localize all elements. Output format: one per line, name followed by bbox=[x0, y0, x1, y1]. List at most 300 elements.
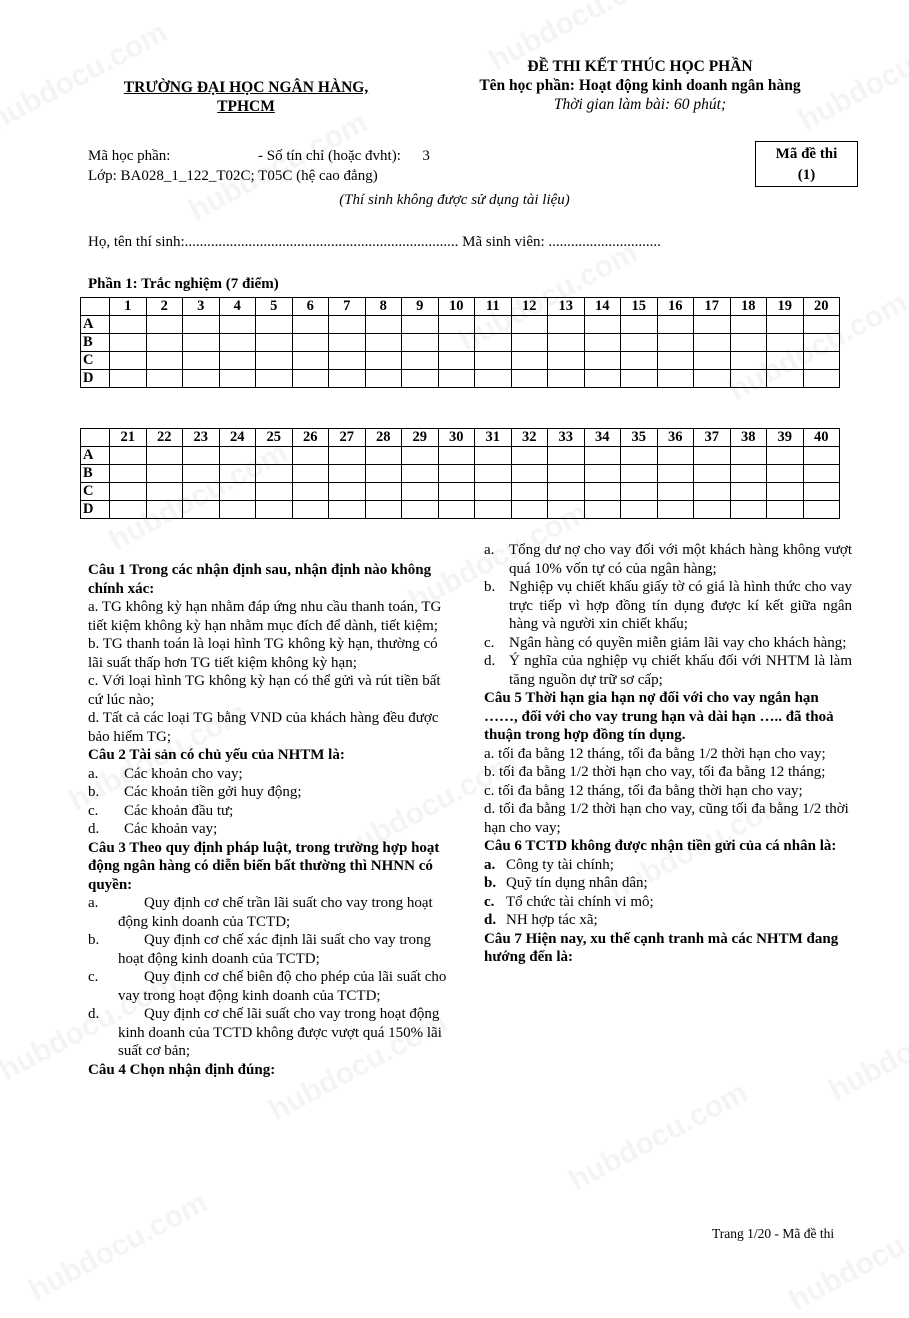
option-6c-text: Tổ chức tài chính vi mô; bbox=[506, 893, 654, 910]
answer-cell[interactable] bbox=[803, 316, 840, 334]
answer-cell[interactable] bbox=[584, 334, 621, 352]
option-2a-text: Các khoản cho vay; bbox=[124, 765, 243, 782]
answer-cell[interactable] bbox=[402, 465, 439, 483]
answer-cell[interactable] bbox=[183, 447, 220, 465]
grid-answer-row bbox=[81, 447, 840, 465]
answer-cell[interactable] bbox=[183, 334, 220, 352]
grid-option-label: C bbox=[81, 483, 110, 501]
answer-cell[interactable] bbox=[767, 334, 804, 352]
answer-cell[interactable] bbox=[511, 316, 548, 334]
answer-cell[interactable] bbox=[219, 501, 256, 519]
question-5: Câu 5 Thời hạn gia hạn nợ đối với cho vay ngắn hạn ……, đối với cho vay trung hạn và dài hạn ….. đã thoả thuận trong hợp đồng tín dụng. bbox=[484, 690, 834, 743]
watermark bbox=[0, 16, 173, 138]
grid-corner bbox=[81, 429, 110, 447]
answer-cell[interactable] bbox=[475, 352, 512, 370]
answer-cell[interactable] bbox=[584, 447, 621, 465]
question-3: Câu 3 Theo quy định pháp luật, trong trường hợp hoạt động ngân hàng có diễn biến bất thường thì NHNN có quyền: bbox=[88, 839, 440, 893]
answer-cell[interactable] bbox=[256, 483, 293, 501]
answer-cell[interactable] bbox=[219, 483, 256, 501]
answer-cell[interactable] bbox=[110, 483, 147, 501]
answer-cell[interactable] bbox=[329, 447, 366, 465]
answer-cell[interactable] bbox=[219, 370, 256, 388]
option-5b: b. tối đa bằng 1/2 thời hạn cho vay, tối đa bằng 12 tháng; bbox=[484, 764, 826, 780]
answer-cell[interactable] bbox=[657, 501, 694, 519]
grid-question-number: 5 bbox=[256, 298, 293, 316]
answer-cell[interactable] bbox=[292, 370, 329, 388]
option-2d-letter: d. bbox=[88, 821, 100, 837]
answer-cell[interactable] bbox=[730, 334, 767, 352]
answer-cell[interactable] bbox=[365, 334, 402, 352]
answer-cell[interactable] bbox=[146, 334, 183, 352]
grid-question-number: 10 bbox=[438, 298, 475, 316]
answer-cell[interactable] bbox=[219, 352, 256, 370]
option-4d-letter: d. bbox=[484, 653, 496, 669]
credits-value: 3 bbox=[422, 148, 430, 164]
answer-cell[interactable] bbox=[694, 334, 731, 352]
grid-question-number: 21 bbox=[110, 429, 147, 447]
answer-cell[interactable] bbox=[183, 465, 220, 483]
answer-cell[interactable] bbox=[548, 352, 585, 370]
answer-cell[interactable] bbox=[146, 370, 183, 388]
answer-cell[interactable] bbox=[365, 316, 402, 334]
grid-question-number: 23 bbox=[183, 429, 220, 447]
answer-cell[interactable] bbox=[292, 334, 329, 352]
answer-cell[interactable] bbox=[621, 370, 658, 388]
option-2b bbox=[88, 783, 455, 802]
option-3a-text: Quy định cơ chế trần lãi suất cho vay trong hoạt động kinh doanh của TCTD; bbox=[118, 895, 433, 930]
answer-cell[interactable] bbox=[548, 370, 585, 388]
grid-answer-row bbox=[81, 483, 840, 501]
answer-cell[interactable] bbox=[256, 447, 293, 465]
part1-title: Phần 1: Trắc nghiệm (7 điểm) bbox=[88, 276, 279, 292]
answer-cell[interactable] bbox=[730, 316, 767, 334]
answer-cell[interactable] bbox=[256, 352, 293, 370]
course-name: Tên học phần: Hoạt động kinh doanh ngân hàng bbox=[479, 77, 801, 94]
grid-question-number: 1 bbox=[110, 298, 147, 316]
answer-cell[interactable] bbox=[803, 352, 840, 370]
answer-cell[interactable] bbox=[657, 352, 694, 370]
answer-cell[interactable] bbox=[621, 316, 658, 334]
grid-question-number: 4 bbox=[219, 298, 256, 316]
answer-cell[interactable] bbox=[657, 483, 694, 501]
answer-cell[interactable] bbox=[475, 501, 512, 519]
answer-cell[interactable] bbox=[511, 501, 548, 519]
option-1a: a. TG không kỳ hạn nhằm đáp ứng nhu cầu thanh toán, TG tiết kiệm không kỳ hạn nhằm mục đích để dành, tiết kiệm; bbox=[88, 599, 442, 634]
grid-corner bbox=[81, 298, 110, 316]
option-4c bbox=[484, 634, 852, 653]
answer-cell[interactable] bbox=[803, 334, 840, 352]
option-4b bbox=[484, 578, 852, 634]
option-4c-text: Ngân hàng có quyền miễn giảm lãi vay cho khách hàng; bbox=[509, 634, 847, 651]
grid-question-number: 30 bbox=[438, 429, 475, 447]
answer-cell[interactable] bbox=[402, 316, 439, 334]
answer-cell[interactable] bbox=[511, 370, 548, 388]
exam-code-box bbox=[755, 141, 858, 187]
grid-answer-row bbox=[81, 334, 840, 352]
watermark bbox=[24, 1186, 214, 1308]
answer-cell[interactable] bbox=[256, 501, 293, 519]
grid-question-number: 15 bbox=[621, 298, 658, 316]
option-4a-letter: a. bbox=[484, 542, 495, 558]
answer-cell[interactable] bbox=[402, 447, 439, 465]
answer-cell[interactable] bbox=[767, 316, 804, 334]
option-2d-text: Các khoản vay; bbox=[124, 821, 218, 837]
option-5c: c. tối đa bằng 12 tháng, tối đa bằng thời hạn cho vay; bbox=[484, 782, 803, 799]
grid-option-label: B bbox=[81, 334, 110, 352]
question-2: Câu 2 Tài sản có chủ yếu của NHTM là: bbox=[88, 747, 345, 763]
answer-cell[interactable] bbox=[511, 334, 548, 352]
answer-cell[interactable] bbox=[694, 352, 731, 370]
answer-cell[interactable] bbox=[694, 316, 731, 334]
answer-cell[interactable] bbox=[110, 334, 147, 352]
grid-question-number: 19 bbox=[767, 298, 804, 316]
answer-cell[interactable] bbox=[256, 370, 293, 388]
answer-cell[interactable] bbox=[292, 352, 329, 370]
answer-cell[interactable] bbox=[219, 447, 256, 465]
answer-cell[interactable] bbox=[548, 334, 585, 352]
option-2b-letter: b. bbox=[88, 784, 100, 800]
answer-cell[interactable] bbox=[694, 465, 731, 483]
grid-answer-row bbox=[81, 352, 840, 370]
answer-cell[interactable] bbox=[183, 352, 220, 370]
question-6: Câu 6 TCTD không được nhận tiền gửi của cá nhân là: bbox=[484, 838, 837, 854]
grid-question-number: 17 bbox=[694, 298, 731, 316]
answer-cell[interactable] bbox=[657, 447, 694, 465]
grid-question-number: 2 bbox=[146, 298, 183, 316]
answer-cell[interactable] bbox=[475, 334, 512, 352]
grid-question-number: 13 bbox=[548, 298, 585, 316]
option-6a-letter: a. bbox=[484, 856, 496, 873]
answer-cell[interactable] bbox=[329, 465, 366, 483]
answer-cell[interactable] bbox=[183, 370, 220, 388]
answer-cell[interactable] bbox=[219, 465, 256, 483]
answer-cell[interactable] bbox=[803, 370, 840, 388]
grid-question-number: 36 bbox=[657, 429, 694, 447]
grid-header-row bbox=[81, 429, 840, 447]
watermark bbox=[824, 986, 909, 1108]
answer-cell[interactable] bbox=[548, 316, 585, 334]
answer-cell[interactable] bbox=[183, 483, 220, 501]
answer-cell[interactable] bbox=[657, 465, 694, 483]
answer-cell[interactable] bbox=[621, 334, 658, 352]
student-name-line: Họ, tên thí sinh:......................................................................... Mã sinh viên: .............................. bbox=[88, 234, 661, 250]
question-7: Câu 7 Hiện nay, xu thế cạnh tranh mà các NHTM đang hướng đến là: bbox=[484, 930, 839, 965]
option-2c bbox=[88, 802, 455, 821]
answer-cell[interactable] bbox=[730, 483, 767, 501]
answer-cell[interactable] bbox=[438, 316, 475, 334]
grid-question-number: 33 bbox=[548, 429, 585, 447]
answer-cell[interactable] bbox=[803, 447, 840, 465]
grid-question-number: 24 bbox=[219, 429, 256, 447]
exam-code-label: Mã đề thi bbox=[775, 146, 838, 162]
answer-cell[interactable] bbox=[584, 501, 621, 519]
option-4a-text: Tổng dư nợ cho vay đối với một khách hàng không vượt quá 10% vốn tự có của ngân hàng; bbox=[509, 542, 852, 577]
answer-cell[interactable] bbox=[183, 316, 220, 334]
answer-cell[interactable] bbox=[146, 316, 183, 334]
grid-question-number: 27 bbox=[329, 429, 366, 447]
answer-cell[interactable] bbox=[475, 370, 512, 388]
answer-cell[interactable] bbox=[767, 447, 804, 465]
answer-cell[interactable] bbox=[548, 483, 585, 501]
grid-option-label: D bbox=[81, 370, 110, 388]
course-code-line bbox=[88, 146, 430, 166]
answer-cell[interactable] bbox=[548, 447, 585, 465]
grid-question-number: 26 bbox=[292, 429, 329, 447]
watermark bbox=[564, 1076, 754, 1198]
answer-cell[interactable] bbox=[730, 370, 767, 388]
answer-cell[interactable] bbox=[694, 483, 731, 501]
answer-cell[interactable] bbox=[329, 501, 366, 519]
answer-cell[interactable] bbox=[767, 501, 804, 519]
grid-option-label: D bbox=[81, 501, 110, 519]
option-4a bbox=[484, 541, 852, 578]
answer-cell[interactable] bbox=[475, 316, 512, 334]
answer-cell[interactable] bbox=[767, 483, 804, 501]
answer-cell[interactable] bbox=[584, 352, 621, 370]
grid-question-number: 35 bbox=[621, 429, 658, 447]
exam-note: (Thí sinh không được sử dụng tài liệu) bbox=[339, 192, 570, 208]
grid-answer-row bbox=[81, 370, 840, 388]
answer-cell[interactable] bbox=[511, 465, 548, 483]
option-1b: b. TG thanh toán là loại hình TG không kỳ hạn, thường có lãi suất thấp hơn TG tiết kiệm không kỳ hạn; bbox=[88, 636, 438, 671]
answer-cell[interactable] bbox=[365, 501, 402, 519]
option-6d bbox=[484, 911, 852, 930]
answer-cell[interactable] bbox=[365, 370, 402, 388]
grid-question-number: 37 bbox=[694, 429, 731, 447]
grid-question-number: 22 bbox=[146, 429, 183, 447]
answer-cell[interactable] bbox=[219, 334, 256, 352]
answer-cell[interactable] bbox=[511, 352, 548, 370]
answer-cell[interactable] bbox=[730, 465, 767, 483]
grid-question-number: 38 bbox=[730, 429, 767, 447]
answer-cell[interactable] bbox=[256, 316, 293, 334]
grid-answer-row bbox=[81, 501, 840, 519]
answer-cell[interactable] bbox=[438, 334, 475, 352]
answer-grid-2 bbox=[80, 428, 840, 519]
grid-question-number: 34 bbox=[584, 429, 621, 447]
answer-cell[interactable] bbox=[110, 352, 147, 370]
answer-cell[interactable] bbox=[402, 370, 439, 388]
option-4b-letter: b. bbox=[484, 579, 496, 595]
answer-cell[interactable] bbox=[438, 483, 475, 501]
answer-cell[interactable] bbox=[292, 501, 329, 519]
answer-cell[interactable] bbox=[110, 447, 147, 465]
credits-label: - Số tín chỉ (hoặc đvht): bbox=[257, 148, 401, 164]
option-3c-letter: c. bbox=[88, 969, 99, 985]
answer-cell[interactable] bbox=[329, 370, 366, 388]
school-name: TRƯỜNG ĐẠI HỌC NGÂN HÀNG, TPHCM bbox=[123, 79, 369, 115]
answer-cell[interactable] bbox=[767, 370, 804, 388]
answer-cell[interactable] bbox=[621, 352, 658, 370]
class-line: Lớp: BA028_1_122_T02C; T05C (hệ cao đẳng) bbox=[88, 168, 378, 184]
answer-cell[interactable] bbox=[584, 316, 621, 334]
option-1d: d. Tất cả các loại TG bằng VND của khách hàng đều được bảo hiểm TG; bbox=[88, 710, 439, 745]
answer-cell[interactable] bbox=[511, 483, 548, 501]
option-3d bbox=[88, 1005, 455, 1061]
answer-cell[interactable] bbox=[365, 483, 402, 501]
answer-cell[interactable] bbox=[146, 352, 183, 370]
option-3c-text: Quy định cơ chế biên độ cho phép của lãi suất cho vay trong hoạt động kinh doanh của TCTD; bbox=[118, 969, 447, 1004]
option-3b bbox=[88, 931, 455, 968]
answer-cell[interactable] bbox=[548, 465, 585, 483]
option-3d-text: Quy định cơ chế lãi suất cho vay trong hoạt động kinh doanh của TCTD không được vượt quá 150% lãi suất cơ bản; bbox=[118, 1006, 442, 1059]
option-4b-text: Nghiệp vụ chiết khấu giấy tờ có giá là hình thức cho vay trực tiếp vì hợp đồng tín dụng được kí kết giữa ngân hàng và người xin chiết khấu; bbox=[509, 579, 852, 632]
option-6a-text: Công ty tài chính; bbox=[506, 856, 614, 873]
grid-question-number: 12 bbox=[511, 298, 548, 316]
option-2b-text: Các khoản tiền gởi huy động; bbox=[124, 784, 302, 800]
option-6c bbox=[484, 893, 852, 912]
answer-grid-1 bbox=[80, 297, 840, 388]
grid-question-number: 6 bbox=[292, 298, 329, 316]
option-4c-letter: c. bbox=[484, 634, 495, 651]
grid-question-number: 29 bbox=[402, 429, 439, 447]
grid-question-number: 40 bbox=[803, 429, 840, 447]
answer-cell[interactable] bbox=[292, 465, 329, 483]
grid-option-label: A bbox=[81, 316, 110, 334]
option-2c-letter: c. bbox=[88, 802, 99, 819]
option-6a bbox=[484, 856, 852, 875]
exam-duration: Thời gian làm bài: 60 phút; bbox=[553, 96, 727, 113]
answer-cell[interactable] bbox=[694, 370, 731, 388]
answer-cell[interactable] bbox=[292, 483, 329, 501]
option-5a: a. tối đa bằng 12 tháng, tối đa bằng 1/2 thời hạn cho vay; bbox=[484, 745, 826, 762]
answer-cell[interactable] bbox=[146, 501, 183, 519]
grid-question-number: 8 bbox=[365, 298, 402, 316]
option-3a bbox=[88, 894, 455, 931]
option-3b-text: Quy định cơ chế xác định lãi suất cho vay trong hoạt động kinh doanh của TCTD; bbox=[118, 932, 432, 967]
answer-cell[interactable] bbox=[694, 447, 731, 465]
answer-cell[interactable] bbox=[110, 465, 147, 483]
answer-cell[interactable] bbox=[657, 370, 694, 388]
option-3d-letter: d. bbox=[88, 1006, 100, 1022]
question-4: Câu 4 Chọn nhận định đúng: bbox=[88, 1061, 276, 1078]
answer-cell[interactable] bbox=[402, 483, 439, 501]
answer-cell[interactable] bbox=[730, 447, 767, 465]
answer-cell[interactable] bbox=[657, 334, 694, 352]
answer-cell[interactable] bbox=[256, 465, 293, 483]
grid-question-number: 3 bbox=[183, 298, 220, 316]
option-2d bbox=[88, 820, 455, 839]
answer-cell[interactable] bbox=[694, 501, 731, 519]
option-6b-text: Quỹ tín dụng nhân dân; bbox=[506, 875, 648, 891]
answer-cell[interactable] bbox=[110, 370, 147, 388]
answer-cell[interactable] bbox=[803, 501, 840, 519]
option-3a-letter: a. bbox=[88, 895, 99, 911]
answer-cell[interactable] bbox=[621, 501, 658, 519]
grid-question-number: 7 bbox=[329, 298, 366, 316]
option-1c: c. Với loại hình TG không kỳ hạn có thể gửi và rút tiền bất cứ lúc nào; bbox=[88, 673, 441, 708]
answer-cell[interactable] bbox=[256, 334, 293, 352]
grid-question-number: 25 bbox=[256, 429, 293, 447]
answer-cell[interactable] bbox=[657, 316, 694, 334]
exam-title: ĐỀ THI KẾT THÚC HỌC PHẦN bbox=[527, 58, 753, 75]
answer-cell[interactable] bbox=[438, 447, 475, 465]
answer-cell[interactable] bbox=[767, 465, 804, 483]
answer-cell[interactable] bbox=[548, 501, 585, 519]
answer-cell[interactable] bbox=[511, 447, 548, 465]
answer-cell[interactable] bbox=[475, 465, 512, 483]
answer-cell[interactable] bbox=[621, 447, 658, 465]
answer-cell[interactable] bbox=[584, 370, 621, 388]
option-6b-letter: b. bbox=[484, 875, 497, 891]
watermark bbox=[784, 1196, 909, 1318]
exam-code-value: (1) bbox=[797, 167, 816, 183]
option-6c-letter: c. bbox=[484, 893, 495, 910]
answer-cell[interactable] bbox=[146, 483, 183, 501]
grid-option-label: C bbox=[81, 352, 110, 370]
option-6d-text: NH hợp tác xã; bbox=[506, 912, 598, 928]
grid-question-number: 18 bbox=[730, 298, 767, 316]
answer-cell[interactable] bbox=[767, 352, 804, 370]
answer-cell[interactable] bbox=[329, 352, 366, 370]
answer-cell[interactable] bbox=[438, 352, 475, 370]
grid-question-number: 20 bbox=[803, 298, 840, 316]
grid-question-number: 28 bbox=[365, 429, 402, 447]
grid-question-number: 14 bbox=[584, 298, 621, 316]
answer-cell[interactable] bbox=[621, 465, 658, 483]
answer-cell[interactable] bbox=[329, 316, 366, 334]
answer-cell[interactable] bbox=[365, 447, 402, 465]
answer-cell[interactable] bbox=[621, 483, 658, 501]
answer-cell[interactable] bbox=[438, 370, 475, 388]
answer-cell[interactable] bbox=[730, 352, 767, 370]
answer-cell[interactable] bbox=[183, 501, 220, 519]
answer-cell[interactable] bbox=[438, 501, 475, 519]
option-6b bbox=[484, 874, 852, 893]
answer-cell[interactable] bbox=[292, 447, 329, 465]
option-4d-text: Ý nghĩa của nghiệp vụ chiết khấu đối với NHTM là làm tăng nguồn dự trữ sơ cấp; bbox=[509, 653, 852, 688]
answer-cell[interactable] bbox=[365, 352, 402, 370]
answer-cell[interactable] bbox=[402, 352, 439, 370]
grid-question-number: 32 bbox=[511, 429, 548, 447]
grid-question-number: 11 bbox=[475, 298, 512, 316]
answer-cell[interactable] bbox=[365, 465, 402, 483]
answer-cell[interactable] bbox=[110, 316, 147, 334]
answer-cell[interactable] bbox=[402, 334, 439, 352]
answer-cell[interactable] bbox=[803, 483, 840, 501]
grid-question-number: 31 bbox=[475, 429, 512, 447]
course-code-label: Mã học phần: bbox=[88, 148, 171, 164]
answer-cell[interactable] bbox=[584, 483, 621, 501]
option-2c-text: Các khoản đầu tư; bbox=[124, 802, 234, 819]
grid-question-number: 16 bbox=[657, 298, 694, 316]
option-3b-letter: b. bbox=[88, 932, 100, 948]
answer-cell[interactable] bbox=[329, 334, 366, 352]
question-1: Câu 1 Trong các nhận định sau, nhận định nào không chính xác: bbox=[88, 562, 432, 597]
answer-cell[interactable] bbox=[146, 447, 183, 465]
left-column bbox=[88, 561, 455, 1079]
exam-header bbox=[430, 57, 850, 114]
option-6d-letter: d. bbox=[484, 912, 497, 928]
answer-cell[interactable] bbox=[402, 501, 439, 519]
answer-cell[interactable] bbox=[475, 447, 512, 465]
option-3c bbox=[88, 968, 455, 1005]
answer-cell[interactable] bbox=[110, 501, 147, 519]
answer-cell[interactable] bbox=[803, 465, 840, 483]
option-5d: d. tối đa bằng 1/2 thời hạn cho vay, cũng tối đa bằng 1/2 thời hạn cho vay; bbox=[484, 801, 849, 836]
answer-cell[interactable] bbox=[438, 465, 475, 483]
answer-cell[interactable] bbox=[219, 316, 256, 334]
page-footer: Trang 1/20 - Mã đề thi bbox=[712, 1226, 835, 1241]
answer-cell[interactable] bbox=[292, 316, 329, 334]
answer-cell[interactable] bbox=[329, 483, 366, 501]
answer-cell[interactable] bbox=[475, 483, 512, 501]
grid-option-label: B bbox=[81, 465, 110, 483]
answer-cell[interactable] bbox=[730, 501, 767, 519]
grid-answer-row bbox=[81, 316, 840, 334]
answer-cell[interactable] bbox=[584, 465, 621, 483]
answer-cell[interactable] bbox=[146, 465, 183, 483]
